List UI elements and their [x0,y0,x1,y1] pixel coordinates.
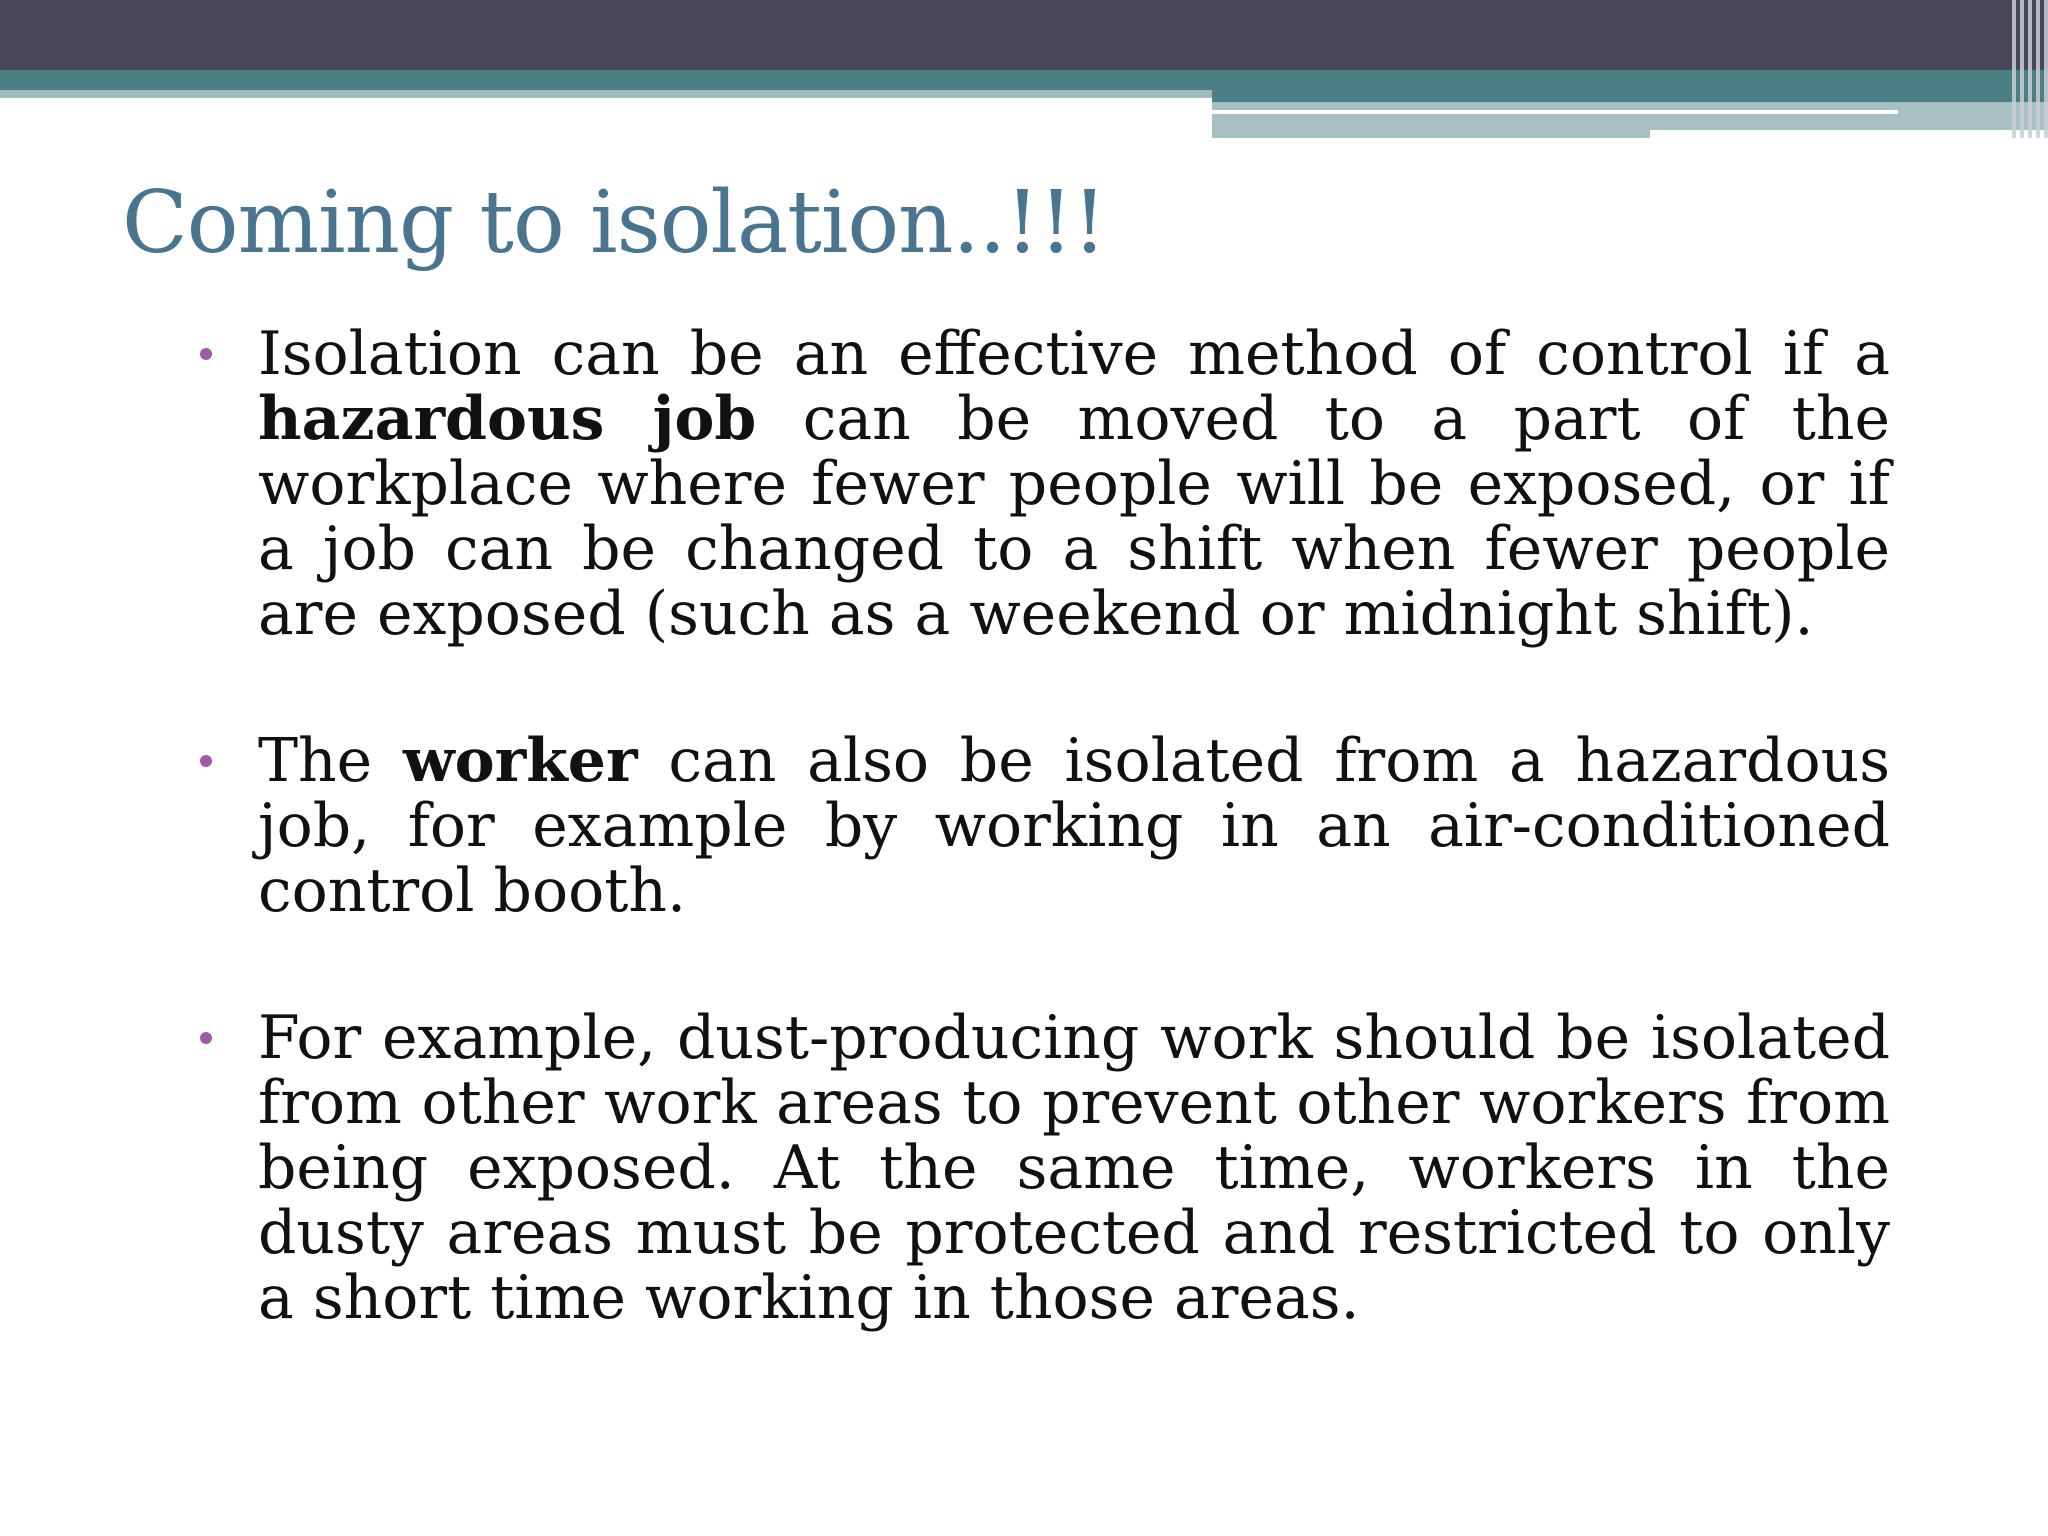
bullet-text: can be moved to a part of the workplace where fewer people will be exposed, or if a job can be changed to a shift when fewer people are exposed (such as a weekend or midnight shift). [258,384,1890,649]
banner-dark-band [0,0,2048,70]
bullet-item [200,1003,1890,1333]
banner-stripe [2044,0,2048,138]
bullet-text: Isolation can be an effective method of control if a [258,319,1890,389]
banner-white-line [1212,110,1898,114]
bullet-text: can also be isolated from a hazardous job, for example by working in an air-conditioned control booth. [258,726,1891,926]
banner-stripe [2020,0,2024,138]
slide-title: Coming to isolation..!!! [122,173,1106,273]
bullet-text: For example, dust-producing work should be isolated from other work areas to prevent other workers from being exposed. At the same time, workers in the dusty areas must be protected and restricted to only a short time working in those areas. [258,1003,1890,1333]
bullet-text: The [258,726,403,796]
bullet-marker-icon [200,348,212,360]
banner-white-line-short [1650,130,2048,138]
banner-teal-accent [1212,90,2048,102]
banner-stripe [2028,0,2032,138]
banner-light-band [0,90,1212,98]
bullet-marker-icon [200,1032,212,1044]
bullet-item [200,726,1891,926]
banner-teal-band [0,70,2048,90]
banner-stripe [2012,0,2016,138]
bullet-emphasis: hazardous job [258,384,757,454]
banner-stripes [1992,0,2048,138]
bullet-marker-icon [200,755,212,767]
bullet-item [200,319,1890,649]
bullet-list [200,319,1891,1333]
banner-stripe [2036,0,2040,138]
bullet-emphasis: worker [402,726,638,796]
